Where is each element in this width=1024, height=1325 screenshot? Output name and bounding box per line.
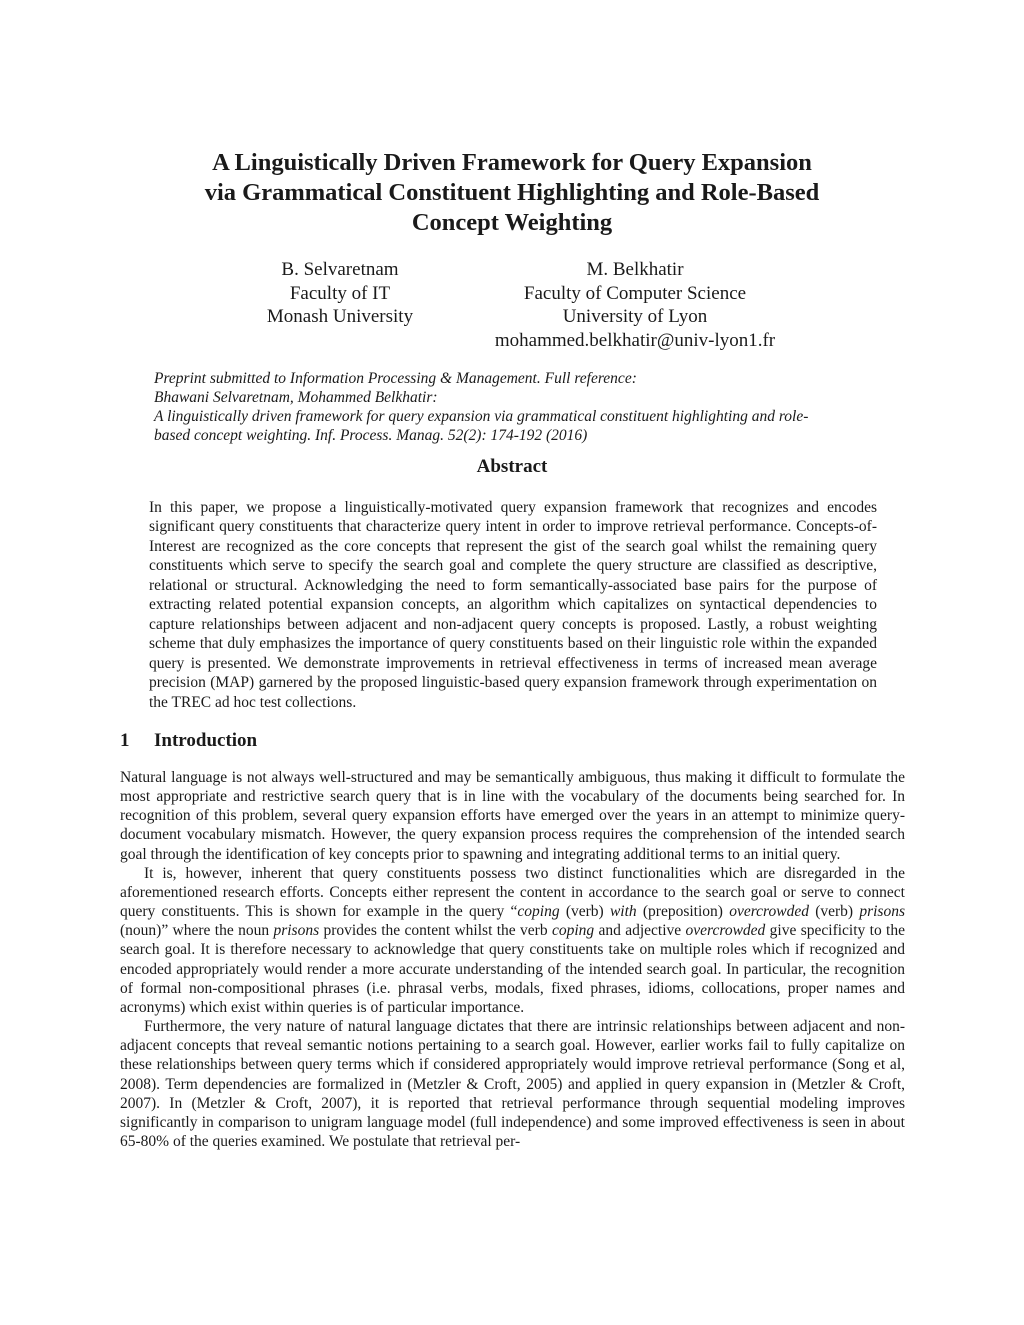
author-email: mohammed.belkhatir@univ-lyon1.fr (494, 329, 776, 351)
introduction-body (120, 768, 905, 1151)
author-block-2 (470, 258, 800, 352)
text-run: provides the content whilst the verb (319, 922, 552, 940)
text-run: (verb) (559, 903, 610, 921)
intro-paragraph-2 (120, 864, 905, 1017)
emphasis-term: coping (551, 922, 595, 940)
intro-paragraph-3: Furthermore, the very nature of natural language dictates that there are intrinsic relationships between adjacent and non-adjacent concepts that reveal semantic notions pertaining to a search goal. However, earlier works fail to fully capitalize on these relationships between query terms which if considered appropriately would improve retrieval performance (Song et al, 2008). Term dependencies are formalized in (Metzler & Croft, 2005) and applied in query expansion in (Metzler & Croft, 2007). In (Metzler & Croft, 2007), it is reported that retrieval performance through sequential modeling improves significantly in comparison to unigram language model (full independence) and some improved effectiveness is seen in about 65-80% of the queries examined. We postulate that retrieval per- (120, 1018, 905, 1150)
emphasis-term: overcrowded (685, 922, 766, 940)
author-affiliation: Faculty of IT (289, 282, 391, 304)
preprint-line-3: A linguistically driven framework for query expansion via grammatical constituent highlighting and role- (154, 408, 809, 425)
author-institution: University of Lyon (562, 306, 708, 327)
author-name: B. Selvaretnam (281, 259, 399, 280)
text-run: (verb) (808, 903, 860, 921)
emphasis-term: prisons (273, 922, 320, 940)
paper-title (100, 148, 924, 238)
author-institution: Monash University (266, 306, 414, 327)
abstract-heading: Abstract (476, 456, 548, 477)
title-line-1: A Linguistically Driven Framework for Query Expansion (212, 149, 812, 176)
emphasis-term: coping (517, 903, 560, 921)
author-block-1 (240, 258, 440, 329)
emphasis-term: with (609, 903, 637, 921)
title-line-2: via Grammatical Constituent Highlighting and Role-Based (204, 179, 820, 206)
section-heading-introduction (120, 730, 257, 752)
emphasis-term: overcrowded (729, 903, 809, 921)
preprint-line-4: based concept weighting. Inf. Process. Manag. 52(2): 174-192 (2016) (154, 427, 588, 444)
emphasis-term: prisons (859, 903, 905, 921)
text-run: (preposition) (636, 903, 730, 921)
abstract-text: In this paper, we propose a linguistically-motivated query expansion framework that recognizes and encodes significant query constituents that characterize query intent in order to improve retrieval performance. Concepts-of-Interest are recognized as the core concepts that represent the gist of the search goal whilst the remaining query constituents which serve to specify the search goal and complete the query structure are classified as descriptive, relational or structural. Acknowledging the need to form semantically-associated base pairs for the purpose of extracting related potential expansion concepts, an algorithm which capitalizes on syntactical dependencies to capture relationships between adjacent and non-adjacent query concepts is proposed. Lastly, a robust weighting scheme that duly emphasizes the importance of query constituents based on their linguistic role within the expanded query is presented. We demonstrate improvements in retrieval effectiveness in terms of increased mean average precision (MAP) garnered by the proposed linguistic-based query expansion framework through experimentation on the TREC ad hoc test collections. (149, 499, 877, 711)
text-run: (noun)” where the noun (120, 922, 274, 940)
title-line-3: Concept Weighting (411, 209, 613, 236)
text-run: give specificity to the search goal. It is therefore necessary to acknowledge that query constituents take on multiple roles which if recognized and encoded appropriately would render a more accurate understanding of the intended search goal. In particular, the recognition of formal non-compositional phrases (i.e. phrasal verbs, modals, fixed phrases, idioms, collocations, proper names and acronyms) which exist within queries is of particular importance. (120, 922, 905, 1016)
section-title: Introduction (154, 730, 258, 751)
text-run: and adjective (594, 922, 686, 940)
preprint-note (154, 369, 874, 445)
intro-paragraph-1: Natural language is not always well-structured and may be semantically ambiguous, thus making it difficult to formulate the most appropriate and restrictive search query that is in line with the vocabulary of the documents being searched for. In recognition of this problem, several query expansion efforts have emerged over the years in an attempt to minimize query-document vocabulary mismatch. However, the query expansion process requires the comprehension of the intended search goal through the identification of key concepts prior to spawning and integrating additional terms to an initial query. (120, 769, 905, 863)
author-affiliation: Faculty of Computer Science (523, 282, 747, 304)
author-name: M. Belkhatir (586, 259, 684, 280)
preprint-line-2: Bhawani Selvaretnam, Mohammed Belkhatir: (154, 389, 438, 406)
text-run: It is, however, inherent that query constituents possess two distinct functionalities which are disregarded in the aforementioned research efforts. Concepts either represent the content in accordance to the search goal or serve to connect query constituents. This is shown for example in the query “ (120, 864, 905, 921)
preprint-line-1: Preprint submitted to Information Processing & Management. Full reference: (154, 370, 637, 387)
section-number: 1 (120, 730, 130, 751)
